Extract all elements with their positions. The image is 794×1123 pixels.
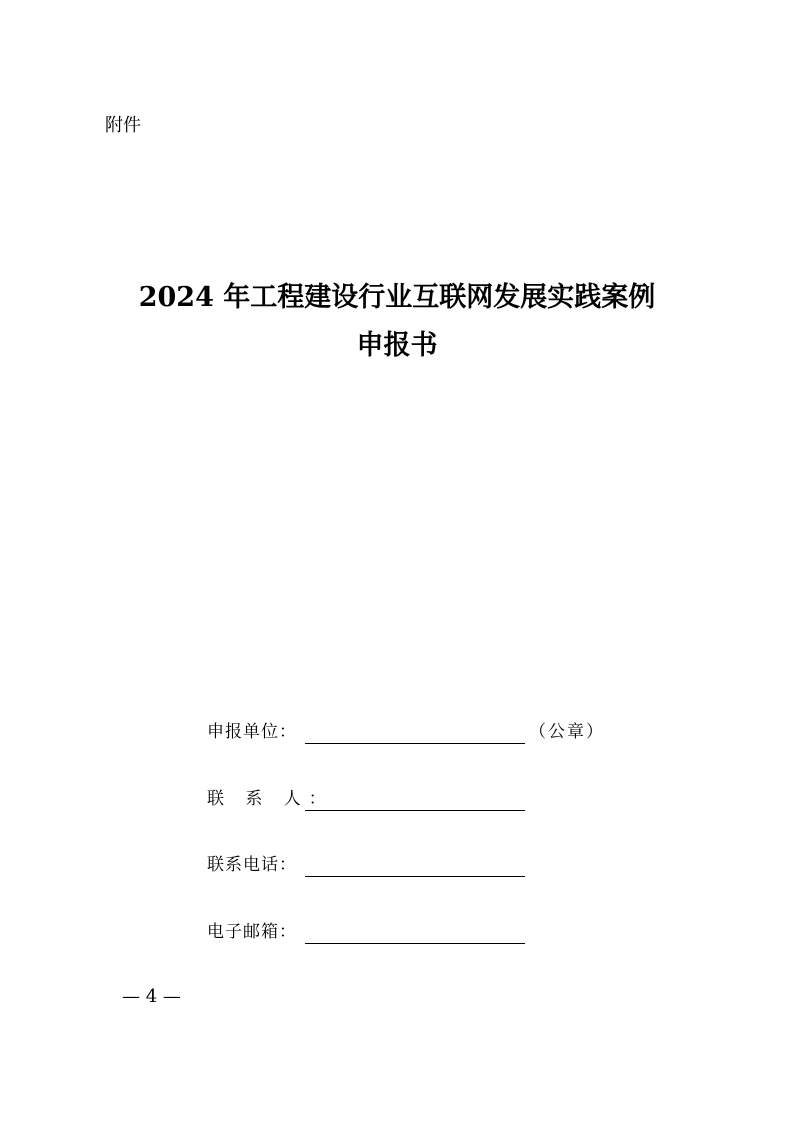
email-label: 电子邮箱： bbox=[207, 922, 297, 942]
document-subtitle: 申报书 bbox=[356, 330, 438, 361]
applicant-unit-label: 申报单位： bbox=[207, 722, 297, 742]
contact-person-row bbox=[207, 781, 525, 811]
page-number: — 4 — bbox=[122, 986, 181, 1007]
document-title: 2024 年工程建设行业互联网发展实践案例 bbox=[138, 282, 656, 313]
contact-phone-label: 联系电话： bbox=[207, 855, 297, 875]
applicant-unit-row bbox=[207, 714, 605, 744]
contact-person-field[interactable] bbox=[305, 787, 525, 811]
contact-person-label: 联 系 人： bbox=[207, 789, 334, 809]
applicant-unit-field[interactable] bbox=[305, 720, 525, 744]
contact-phone-row bbox=[207, 847, 525, 877]
contact-phone-field[interactable] bbox=[305, 853, 525, 877]
official-seal-note: （公章） bbox=[529, 722, 605, 742]
email-field[interactable] bbox=[305, 920, 525, 944]
attachment-label: 附件 bbox=[105, 115, 141, 136]
email-row bbox=[207, 914, 525, 944]
